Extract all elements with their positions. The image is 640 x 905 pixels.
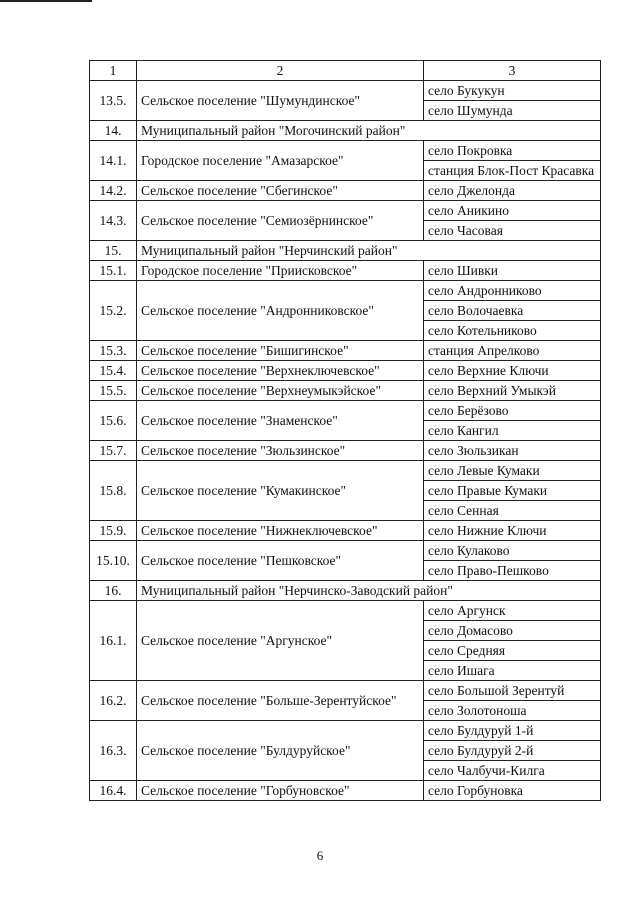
table-row (90, 721, 601, 741)
locality-name: село Чалбучи-Килга (424, 761, 601, 781)
table-row (90, 361, 601, 381)
table-row (90, 681, 601, 701)
settlement-name: Сельское поселение "Зюльзинское" (137, 441, 424, 461)
locality-name: село Джелонда (424, 181, 601, 201)
row-number: 15.10. (90, 541, 137, 581)
settlement-name: Сельское поселение "Нижнеключевское" (137, 521, 424, 541)
settlement-name: Городское поселение "Приисковское" (137, 261, 424, 281)
locality-name: село Покровка (424, 141, 601, 161)
settlement-name: Сельское поселение "Булдуруйское" (137, 721, 424, 781)
locality-name: село Кангил (424, 421, 601, 441)
district-row (90, 581, 601, 601)
row-number: 14.1. (90, 141, 137, 181)
settlement-name: Сельское поселение "Андронниковское" (137, 281, 424, 341)
locality-name: село Верхний Умыкэй (424, 381, 601, 401)
locality-name: станция Блок-Пост Красавка (424, 161, 601, 181)
table-row (90, 81, 601, 101)
row-number: 13.5. (90, 81, 137, 121)
table-row (90, 141, 601, 161)
district-name: Муниципальный район "Нерчинско-Заводский район" (137, 581, 601, 601)
table-row (90, 181, 601, 201)
settlements-table (89, 60, 601, 801)
header-cell-1: 1 (90, 61, 137, 81)
row-number: 14. (90, 121, 137, 141)
locality-name: село Аргунск (424, 601, 601, 621)
row-number: 16.3. (90, 721, 137, 781)
table-row (90, 401, 601, 421)
row-number: 15.1. (90, 261, 137, 281)
settlement-name: Сельское поселение "Горбуновское" (137, 781, 424, 801)
locality-name: село Андронниково (424, 281, 601, 301)
row-number: 15.5. (90, 381, 137, 401)
settlement-name: Сельское поселение "Сбегинское" (137, 181, 424, 201)
district-row (90, 121, 601, 141)
locality-name: село Верхние Ключи (424, 361, 601, 381)
settlement-name: Сельское поселение "Бишигинское" (137, 341, 424, 361)
locality-name: село Шивки (424, 261, 601, 281)
locality-name: село Букукун (424, 81, 601, 101)
locality-name: село Левые Кумаки (424, 461, 601, 481)
locality-name: село Зюльзикан (424, 441, 601, 461)
row-number: 16. (90, 581, 137, 601)
locality-name: село Нижние Ключи (424, 521, 601, 541)
district-name: Муниципальный район "Могочинский район" (137, 121, 601, 141)
locality-name: село Булдуруй 1-й (424, 721, 601, 741)
row-number: 15.4. (90, 361, 137, 381)
locality-name: село Волочаевка (424, 301, 601, 321)
settlement-name: Сельское поселение "Знаменское" (137, 401, 424, 441)
settlement-name: Сельское поселение "Шумундинское" (137, 81, 424, 121)
table-body (90, 61, 601, 801)
locality-name: село Домасово (424, 621, 601, 641)
settlement-name: Сельское поселение "Кумакинское" (137, 461, 424, 521)
settlement-name: Городское поселение "Амазарское" (137, 141, 424, 181)
settlement-name: Сельское поселение "Больше-Зерентуйское" (137, 681, 424, 721)
row-number: 15.8. (90, 461, 137, 521)
row-number: 15.9. (90, 521, 137, 541)
locality-name: станция Апрелково (424, 341, 601, 361)
row-number: 16.4. (90, 781, 137, 801)
table-row (90, 781, 601, 801)
locality-name: село Средняя (424, 641, 601, 661)
locality-name: село Сенная (424, 501, 601, 521)
table-row (90, 281, 601, 301)
locality-name: село Ишага (424, 661, 601, 681)
settlement-name: Сельское поселение "Верхнеумыкэйское" (137, 381, 424, 401)
row-number: 15.2. (90, 281, 137, 341)
top-rule (0, 0, 92, 2)
table-row (90, 341, 601, 361)
settlement-name: Сельское поселение "Семиозёрнинское" (137, 201, 424, 241)
locality-name: село Аникино (424, 201, 601, 221)
table-row (90, 201, 601, 221)
row-number: 16.2. (90, 681, 137, 721)
table-row (90, 381, 601, 401)
locality-name: село Большой Зерентуй (424, 681, 601, 701)
table-row (90, 261, 601, 281)
district-name: Муниципальный район "Нерчинский район" (137, 241, 601, 261)
settlement-name: Сельское поселение "Верхнеключевское" (137, 361, 424, 381)
locality-name: село Котельниково (424, 321, 601, 341)
header-row (90, 61, 601, 81)
row-number: 14.3. (90, 201, 137, 241)
locality-name: село Горбуновка (424, 781, 601, 801)
page-number: 6 (316, 848, 324, 863)
row-number: 15.7. (90, 441, 137, 461)
header-cell-3: 3 (424, 61, 601, 81)
row-number: 14.2. (90, 181, 137, 201)
settlement-name: Сельское поселение "Пешковское" (137, 541, 424, 581)
settlement-name: Сельское поселение "Аргунское" (137, 601, 424, 681)
district-row (90, 241, 601, 261)
locality-name: село Булдуруй 2-й (424, 741, 601, 761)
locality-name: село Часовая (424, 221, 601, 241)
locality-name: село Золотоноша (424, 701, 601, 721)
locality-name: село Берёзово (424, 401, 601, 421)
table-row (90, 521, 601, 541)
row-number: 15.6. (90, 401, 137, 441)
table-row (90, 541, 601, 561)
table-row (90, 441, 601, 461)
row-number: 15.3. (90, 341, 137, 361)
locality-name: село Право-Пешково (424, 561, 601, 581)
table-row (90, 601, 601, 621)
locality-name: село Правые Кумаки (424, 481, 601, 501)
locality-name: село Кулаково (424, 541, 601, 561)
locality-name: село Шумунда (424, 101, 601, 121)
header-cell-2: 2 (137, 61, 424, 81)
table-row (90, 461, 601, 481)
row-number: 16.1. (90, 601, 137, 681)
row-number: 15. (90, 241, 137, 261)
